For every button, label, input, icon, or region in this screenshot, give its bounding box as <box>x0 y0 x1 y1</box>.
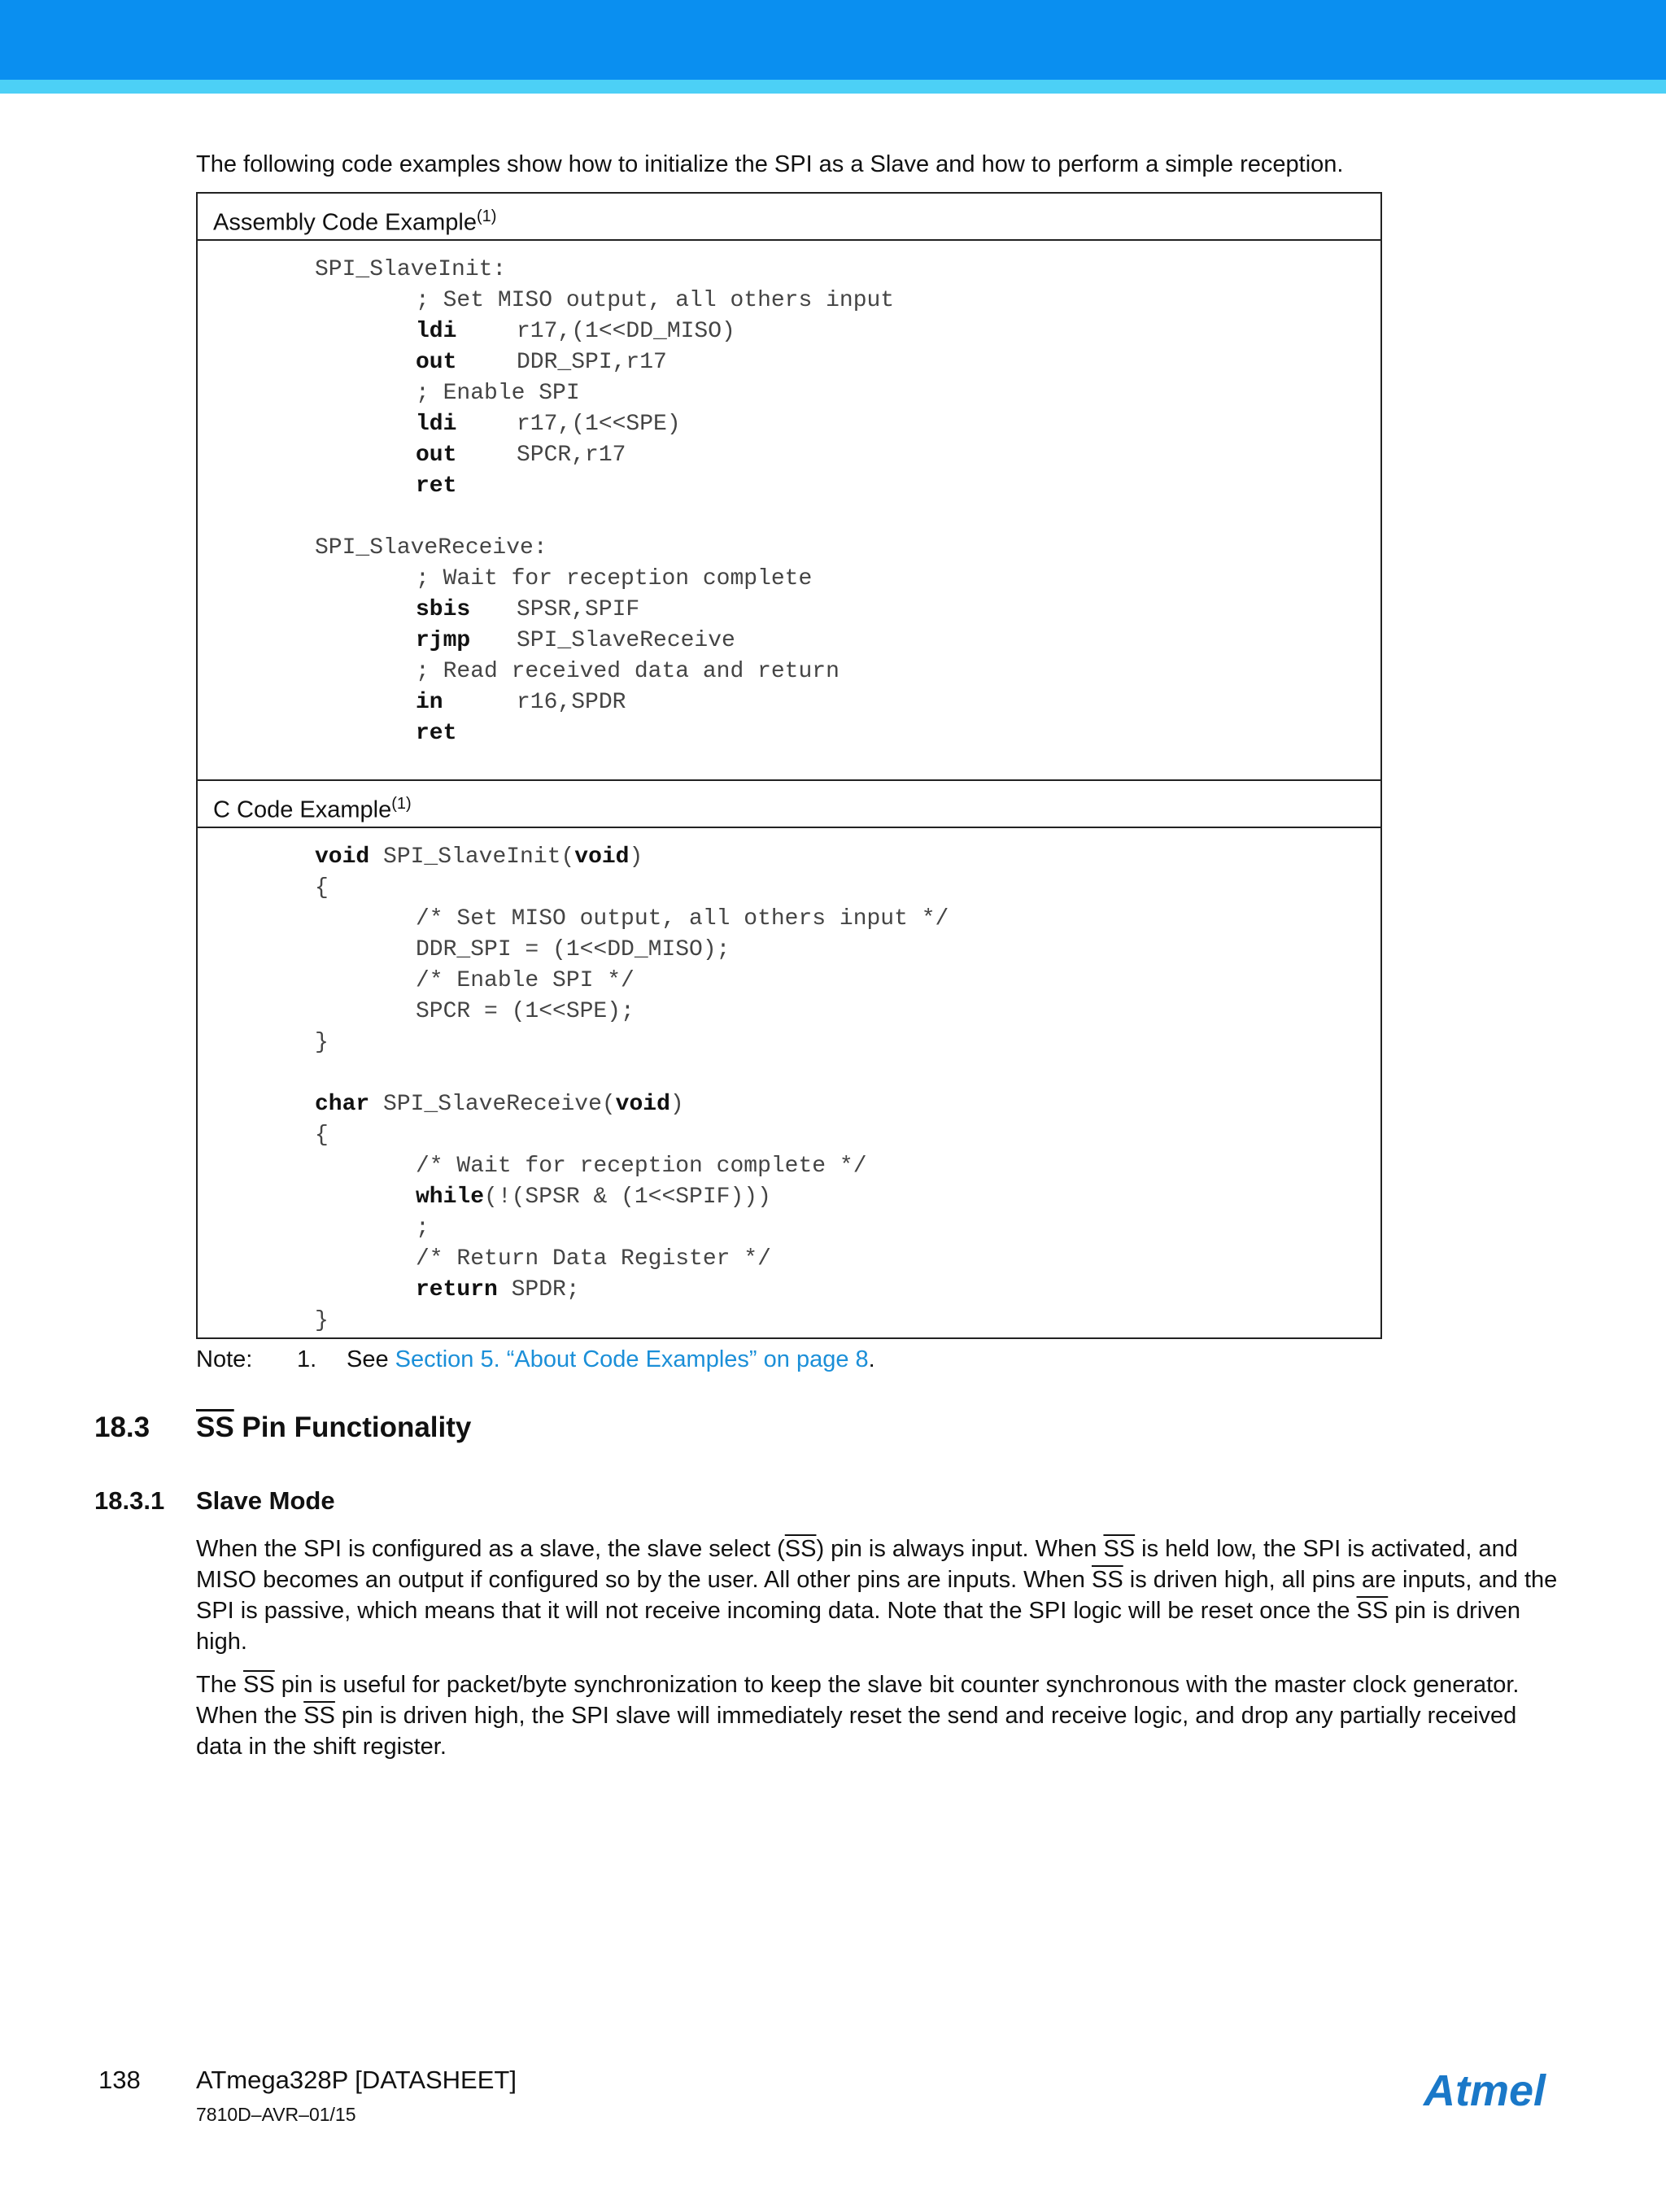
c-keyword: void <box>315 844 370 870</box>
asm-code-block <box>198 241 1380 781</box>
c-code-line <box>315 1089 684 1120</box>
c-code-line <box>416 1213 430 1244</box>
asm-code-line <box>416 595 639 626</box>
ss-signal: $\overline{SS}$ <box>1356 1598 1389 1624</box>
c-code-line <box>416 1275 580 1306</box>
asm-code-line <box>416 286 894 316</box>
asm-instruction: ret <box>416 721 457 746</box>
asm-operand: r16,SPDR <box>517 690 626 715</box>
asm-code-line <box>416 409 681 440</box>
asm-operand: SPI_SlaveReceive <box>517 628 735 653</box>
c-keyword: char <box>315 1092 370 1117</box>
c-header-label: C Code Example <box>213 796 392 823</box>
paragraph-text: pin is driven high. <box>196 1598 1521 1655</box>
c-code-text: /* Enable SPI */ <box>416 968 635 993</box>
asm-code-line <box>416 657 840 687</box>
asm-code-line <box>416 564 812 595</box>
c-code-line <box>315 1120 329 1151</box>
paragraph-text: pin is driven high, the SPI slave will immediately reset the send and receive logic, and drop any partially received data in the shift register. <box>196 1703 1517 1760</box>
asm-code-line <box>416 378 580 409</box>
asm-operand: SPI_SlaveInit: <box>315 257 507 282</box>
paragraph-text: is driven high, all pins are inputs, and the SPI is passive, which means that it will not receive incoming data. Note that the SPI logic will be reset once the <box>196 1567 1558 1624</box>
note <box>196 1343 875 1376</box>
c-code-text: } <box>315 1308 329 1333</box>
c-code-line <box>315 1027 329 1058</box>
asm-header <box>198 194 1380 241</box>
asm-header-label: Assembly Code Example <box>213 209 477 236</box>
c-code-line <box>315 842 643 873</box>
c-code-line <box>416 1151 867 1182</box>
atmel-logo <box>1422 2063 1572 2118</box>
note-see: See <box>347 1346 389 1372</box>
header-bar <box>0 0 1666 80</box>
c-code-line <box>416 966 635 997</box>
c-code-text: (!(SPSR & (1<<SPIF))) <box>484 1185 771 1210</box>
c-header-footnote: (1) <box>391 795 412 813</box>
c-code-text: } <box>315 1030 329 1055</box>
asm-operand: r17,(1<<SPE) <box>517 412 681 437</box>
section-number: 18.3 <box>94 1411 150 1443</box>
asm-code-line <box>416 440 626 471</box>
section-title <box>196 1410 471 1446</box>
asm-code-line <box>416 471 517 502</box>
footer-title: ATmega328P [DATASHEET] <box>196 2066 517 2094</box>
c-code-line <box>416 997 635 1027</box>
note-period: . <box>868 1346 875 1372</box>
asm-code-line <box>416 316 735 347</box>
note-label: Note: <box>196 1346 253 1372</box>
asm-header-footnote: (1) <box>476 207 497 225</box>
paragraph-slave-mode <box>196 1534 1563 1657</box>
asm-operand: ; Read received data and return <box>416 659 840 684</box>
code-examples-table <box>196 192 1382 1339</box>
section-title-rest: Pin Functionality <box>233 1411 472 1443</box>
intro-text: The following code examples show how to initialize the SPI as a Slave and how to perform a simple reception. <box>196 151 1344 177</box>
c-code-line <box>416 1244 771 1275</box>
asm-operand: SPSR,SPIF <box>517 597 640 622</box>
c-code-line <box>416 1182 771 1213</box>
subsection-title: Slave Mode <box>196 1486 335 1515</box>
c-code-text: ) <box>669 1092 684 1117</box>
c-header <box>198 781 1380 828</box>
asm-code-line <box>315 533 547 564</box>
c-code-text: /* Return Data Register */ <box>416 1246 771 1272</box>
asm-operand: ; Wait for reception complete <box>416 566 813 591</box>
note-link[interactable]: Section 5. “About Code Examples” on page 8 <box>395 1346 869 1372</box>
c-code-text: ) <box>629 844 643 870</box>
asm-operand: ; Set MISO output, all others input <box>416 288 895 313</box>
ss-signal: $\overline{SS}$ <box>1092 1567 1123 1593</box>
c-keyword: void <box>574 844 630 870</box>
section-title-ss: $\overline{SS}$ <box>196 1411 234 1443</box>
c-code-line <box>416 904 949 935</box>
c-code-text: SPCR = (1<<SPE); <box>416 999 635 1024</box>
asm-operand: DDR_SPI,r17 <box>517 350 667 375</box>
c-code-text: DDR_SPI = (1<<DD_MISO); <box>416 937 731 962</box>
c-keyword: while <box>416 1185 485 1210</box>
ss-signal: $\overline{SS}$ <box>1103 1536 1136 1562</box>
c-code-text: SPI_SlaveInit( <box>369 844 575 870</box>
note-text <box>347 1343 875 1376</box>
asm-instruction: out <box>416 443 457 468</box>
c-code-text: /* Wait for reception complete */ <box>416 1154 867 1179</box>
paragraph-text: ) pin is always input. When <box>816 1536 1104 1562</box>
footer-page-number: 138 <box>98 2066 141 2094</box>
c-keyword: void <box>615 1092 670 1117</box>
asm-operand: SPCR,r17 <box>517 443 626 468</box>
asm-instruction: in <box>416 690 443 715</box>
note-number: 1. <box>297 1346 317 1372</box>
subsection-number: 18.3.1 <box>94 1486 165 1515</box>
c-keyword: return <box>416 1277 498 1302</box>
asm-operand: r17,(1<<DD_MISO) <box>517 319 735 344</box>
asm-instruction: ldi <box>416 412 457 437</box>
c-code-text: /* Set MISO output, all others input */ <box>416 906 949 931</box>
asm-instruction: rjmp <box>416 628 471 653</box>
asm-code-line <box>416 687 626 718</box>
asm-code-line <box>416 718 517 749</box>
asm-code-line <box>416 626 735 657</box>
c-code-line <box>315 1306 329 1337</box>
asm-code-line <box>315 255 506 286</box>
c-code-text: SPI_SlaveReceive( <box>369 1092 616 1117</box>
c-code-block <box>198 828 1380 1337</box>
asm-instruction: out <box>416 350 457 375</box>
c-code-text: ; <box>416 1215 430 1241</box>
c-code-text: { <box>315 1123 329 1148</box>
asm-code-line <box>416 347 667 378</box>
paragraph-text: The <box>196 1672 244 1698</box>
asm-operand: ; Enable SPI <box>416 381 580 406</box>
footer-doc-id: 7810D–AVR–01/15 <box>196 2104 356 2125</box>
c-code-line <box>416 935 730 966</box>
atmel-logo-text: Atmel <box>1424 2066 1546 2115</box>
ss-signal: $\overline{SS}$ <box>243 1672 275 1698</box>
c-code-text: { <box>315 875 329 901</box>
paragraph-text: pin is useful for packet/byte synchronization to keep the slave bit counter synchronous with the master clock generator. When the <box>196 1672 1520 1729</box>
c-code-text: SPDR; <box>497 1277 580 1302</box>
ss-signal: $\overline{SS}$ <box>303 1703 335 1729</box>
paragraph-ss-sync <box>196 1669 1563 1762</box>
asm-instruction: sbis <box>416 597 471 622</box>
asm-operand: SPI_SlaveReceive: <box>315 535 547 561</box>
asm-instruction: ret <box>416 473 457 499</box>
paragraph-text: is held low, the SPI is activated, and MISO becomes an output if configured so by the user. All other pins are inputs. When <box>196 1536 1518 1593</box>
ss-signal: $\overline{SS}$ <box>784 1536 817 1562</box>
header-stripe <box>0 80 1666 94</box>
asm-instruction: ldi <box>416 319 457 344</box>
c-code-line <box>315 873 329 904</box>
paragraph-text: When the SPI is configured as a slave, the slave select ( <box>196 1536 785 1562</box>
